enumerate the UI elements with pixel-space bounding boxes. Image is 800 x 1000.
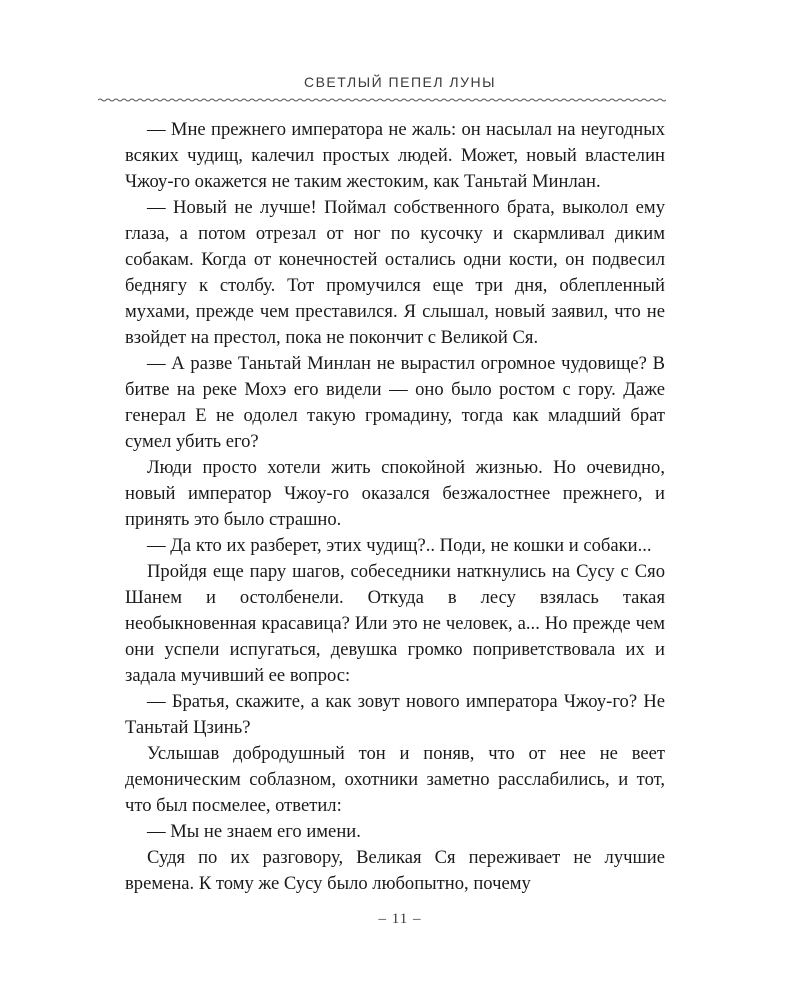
paragraph: Пройдя еще пару шагов, собеседники наткнулись на Сусу с Сяо Шанем и остолбенели. Откуда в лесу взялась такая необыкновенная красавица? Или это не человек, а... Но прежде чем они успели испугаться, девушка громко поприветствовала их и задала мучивший ее вопрос: [125, 561, 665, 686]
page-number: – 11 – [378, 911, 422, 927]
paragraph: — Новый не лучше! Поймал собственного брата, выколол ему глаза, а потом отрезал от ног по кусочку и скармливал диким собакам. Когда от конечностей остались одни кости, он подвесил беднягу к столбу. Тот промучился еще три дня, облепленный мухами, прежде чем преставился. Я слышал, новый заявил, что не взойдет на престол, пока не покончит с Великой Ся. [125, 197, 665, 348]
paragraph: — Мне прежнего императора не жаль: он насылал на неугодных всяких чудищ, калечил простых людей. Может, новый властелин Чжоу-го окажется не таким жестоким, как Таньтай Минлан. [125, 119, 665, 192]
paragraph: — А разве Таньтай Минлан не вырастил огромное чудовище? В битве на реке Мохэ его видели — оно было ростом с гору. Даже генерал Е не одолел такую громадину, тогда как младший брат сумел убить его? [125, 353, 665, 452]
paragraph: — Братья, скажите, а как зовут нового императора Чжоу-го? Не Таньтай Цзинь? [125, 691, 665, 738]
body-text [125, 117, 665, 897]
paragraph: — Мы не знаем его имени. [147, 821, 361, 842]
paragraph: Услышав добродушный тон и поняв, что от нее не веет демоническим соблазном, охотники заметно расслабились, и тот, что был посмелее, ответил: [125, 743, 665, 816]
paragraph: Люди просто хотели жить спокойной жизнью. Но очевидно, новый император Чжоу-го оказался безжалостнее прежнего, и принять это было страшно. [125, 457, 665, 530]
running-header: СВЕТЛЫЙ ПЕПЕЛ ЛУНЫ [303, 74, 497, 90]
paragraph: Судя по их разговору, Великая Ся переживает не лучшие времена. К тому же Сусу было любопытно, почему [125, 847, 665, 894]
paragraph: — Да кто их разберет, этих чудищ?.. Поди, не кошки и собаки... [147, 535, 652, 556]
header-ornament-rule [98, 96, 666, 104]
